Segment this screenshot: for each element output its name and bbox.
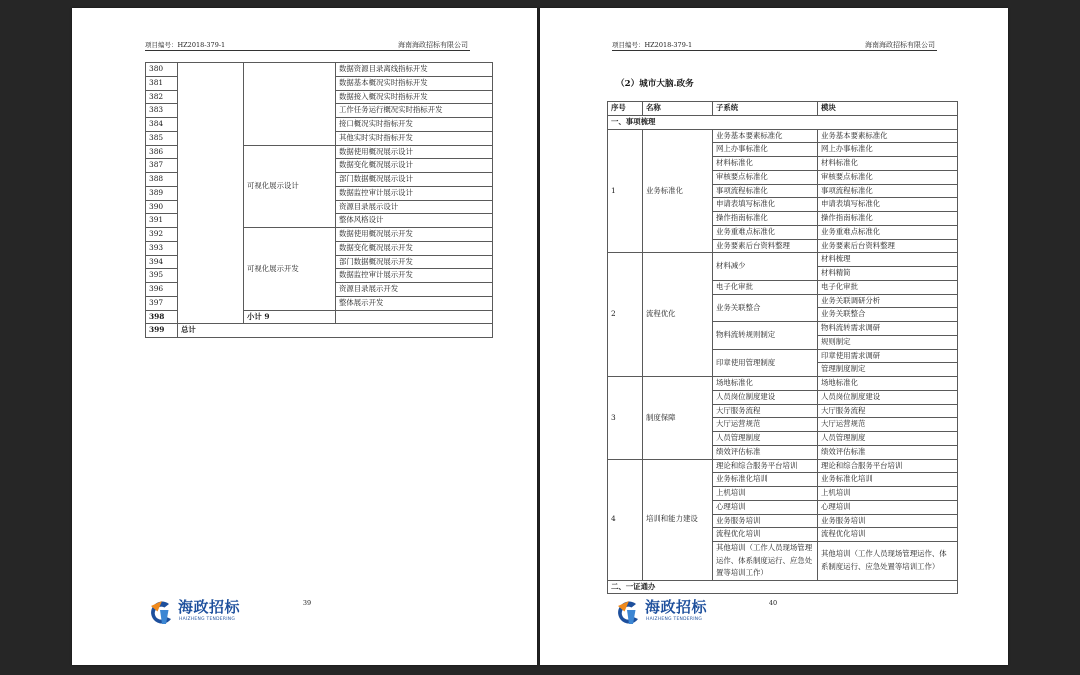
table-row (146, 63, 493, 77)
module-cell: 业务关联整合 (818, 308, 958, 322)
subsystem-cell: 上机培训 (713, 487, 818, 501)
module-cell: 印章使用需求调研 (818, 349, 958, 363)
subsystem-cell: 物料流转规则制定 (713, 322, 818, 350)
column-header: 名称 (643, 102, 713, 116)
logo-tagline: HAIZHENG TENDERING (179, 617, 236, 622)
module-cell: 场地标准化 (818, 377, 958, 391)
subsystem-cell: 业务标准化培训 (713, 473, 818, 487)
module-table-body (146, 63, 493, 338)
module-cell: 业务要素后台资料整理 (818, 239, 958, 253)
module-cell: 业务基本要素标准化 (818, 129, 958, 143)
company-name: 海南海政招标有限公司 (398, 41, 468, 49)
row-number: 387 (146, 159, 178, 173)
logo-emblem-icon (148, 599, 176, 627)
module-cell: 绩效评估标准 (818, 445, 958, 459)
module-cell: 上机培训 (818, 487, 958, 501)
subsystem-cell: 业务服务培训 (713, 514, 818, 528)
service-table-head (608, 102, 958, 116)
module-cell: 材料梳理 (818, 253, 958, 267)
row-number: 380 (146, 63, 178, 77)
group-name: 制度保障 (643, 377, 713, 460)
section-title: （2）城市大脑.政务 (616, 79, 694, 89)
section-heading-cell: 一、事项梳理 (608, 115, 958, 129)
subsystem-cell: 流程优化培训 (713, 528, 818, 542)
module-cell: 其他培训（工作人员现场管理运作、体系制度运行、应急处置等培训工作） (818, 542, 958, 581)
subsystem-cell: 审核要点标准化 (713, 170, 818, 184)
row-number: 391 (146, 214, 178, 228)
subsystem-cell: 操作指南标准化 (713, 212, 818, 226)
table-row (608, 129, 958, 143)
subsystem-cell: 其他培训（工作人员现场管理运作、体系制度运行、应急处置等培训工作） (713, 542, 818, 581)
module-cell: 材料标准化 (818, 157, 958, 171)
table-row (608, 459, 958, 473)
logo-name: 海政招标 (178, 598, 241, 616)
page-header (612, 41, 937, 51)
module-cell: 人员岗位制度建设 (818, 390, 958, 404)
subsystem-cell: 印章使用管理制度 (713, 349, 818, 377)
subsystem-cell: 电子化审批 (713, 280, 818, 294)
module-cell: 申请表填写标准化 (818, 198, 958, 212)
row-number: 386 (146, 145, 178, 159)
module-cell: 数据基本概况实时指标开发 (336, 76, 493, 90)
subsystem-cell: 材料减少 (713, 253, 818, 281)
module-cell: 整体风格设计 (336, 214, 493, 228)
module-cell: 整体展示开发 (336, 296, 493, 310)
module-cell: 资源目录展示开发 (336, 283, 493, 297)
service-table-body (608, 115, 958, 594)
subsystem-cell: 业务基本要素标准化 (713, 129, 818, 143)
module-cell: 管理制度制定 (818, 363, 958, 377)
module-cell: 部门数据概况展示开发 (336, 255, 493, 269)
module-cell: 数据变化概况展示设计 (336, 159, 493, 173)
group-name: 流程优化 (643, 253, 713, 377)
module-cell: 心理培训 (818, 500, 958, 514)
module-cell: 数据使用概况展示开发 (336, 228, 493, 242)
row-number: 388 (146, 173, 178, 187)
subsystem-cell (244, 63, 336, 146)
module-cell: 资源目录展示设计 (336, 200, 493, 214)
module-cell: 数据资源目录离线指标开发 (336, 63, 493, 77)
subsystem-cell: 大厅运营规范 (713, 418, 818, 432)
subsystem-cell: 理论和综合服务平台培训 (713, 459, 818, 473)
section-row (608, 115, 958, 129)
page-number: 39 (302, 599, 312, 607)
module-cell: 理论和综合服务平台培训 (818, 459, 958, 473)
subsystem-cell: 申请表填写标准化 (713, 198, 818, 212)
total-row (146, 324, 493, 338)
subsystem-cell: 网上办事标准化 (713, 143, 818, 157)
subsystem-cell: 人员管理制度 (713, 432, 818, 446)
module-cell: 工作任务运行概况实时指标开发 (336, 104, 493, 118)
subsystem-cell: 绩效评估标准 (713, 445, 818, 459)
row-number: 381 (146, 76, 178, 90)
company-logo (148, 598, 248, 630)
module-cell: 业务服务培训 (818, 514, 958, 528)
row-number: 382 (146, 90, 178, 104)
document-page-right (540, 8, 1008, 665)
subsystem-cell: 事项流程标准化 (713, 184, 818, 198)
group-number: 3 (608, 377, 643, 460)
subsystem-cell: 可视化展示开发 (244, 228, 336, 311)
row-number: 397 (146, 296, 178, 310)
section-row (608, 580, 958, 594)
logo-tagline: HAIZHENG TENDERING (646, 617, 703, 622)
module-cell: 事项流程标准化 (818, 184, 958, 198)
table-row (608, 253, 958, 267)
module-cell: 规则制定 (818, 335, 958, 349)
module-cell: 数据监控审计展示设计 (336, 186, 493, 200)
project-number: 项目编号：HZ2018-379-1 (612, 41, 693, 49)
module-cell: 网上办事标准化 (818, 143, 958, 157)
module-cell: 部门数据概况展示设计 (336, 173, 493, 187)
row-number: 398 (146, 310, 178, 324)
subsystem-cell: 场地标准化 (713, 377, 818, 391)
header-row (608, 102, 958, 116)
module-cell: 大厅服务流程 (818, 404, 958, 418)
section-heading-cell: 二、一证通办 (608, 580, 958, 594)
subsystem-cell: 业务重难点标准化 (713, 225, 818, 239)
logo-emblem-icon (615, 599, 643, 627)
module-cell: 流程优化培训 (818, 528, 958, 542)
subsystem-cell: 业务关联整合 (713, 294, 818, 322)
row-number: 392 (146, 228, 178, 242)
module-cell: 数据变化概况展示开发 (336, 241, 493, 255)
module-cell: 业务关联调研分析 (818, 294, 958, 308)
module-table (145, 62, 493, 338)
group-number: 1 (608, 129, 643, 253)
document-page-left (72, 8, 537, 665)
module-cell: 电子化审批 (818, 280, 958, 294)
module-cell: 大厅运营规范 (818, 418, 958, 432)
module-cell: 审核要点标准化 (818, 170, 958, 184)
module-cell: 数据监控审计展示开发 (336, 269, 493, 283)
subsystem-cell: 人员岗位制度建设 (713, 390, 818, 404)
group-number: 2 (608, 253, 643, 377)
subtotal-label: 小计 9 (244, 310, 336, 324)
project-number: 项目编号：HZ2018-379-1 (145, 41, 226, 49)
category-cell (178, 63, 244, 324)
subsystem-cell: 可视化展示设计 (244, 145, 336, 228)
row-number: 394 (146, 255, 178, 269)
total-label: 总计 (178, 324, 493, 338)
subsystem-cell: 材料标准化 (713, 157, 818, 171)
page-number: 40 (768, 599, 778, 607)
module-cell: 其他实时实时指标开发 (336, 131, 493, 145)
row-number: 385 (146, 131, 178, 145)
group-name: 培训和能力建设 (643, 459, 713, 580)
row-number: 389 (146, 186, 178, 200)
module-cell: 数据接入概况实时指标开发 (336, 90, 493, 104)
column-header: 序号 (608, 102, 643, 116)
row-number: 393 (146, 241, 178, 255)
service-table (607, 101, 958, 594)
group-number: 4 (608, 459, 643, 580)
row-number: 396 (146, 283, 178, 297)
row-number: 395 (146, 269, 178, 283)
module-cell: 业务重难点标准化 (818, 225, 958, 239)
module-cell: 材料精简 (818, 267, 958, 281)
group-name: 业务标准化 (643, 129, 713, 253)
row-number: 399 (146, 324, 178, 338)
subsystem-cell: 业务要素后台资料整理 (713, 239, 818, 253)
subsystem-cell: 心理培训 (713, 500, 818, 514)
row-number: 384 (146, 118, 178, 132)
module-cell: 接口概况实时指标开发 (336, 118, 493, 132)
subsystem-cell: 大厅服务流程 (713, 404, 818, 418)
module-cell (336, 310, 493, 324)
row-number: 383 (146, 104, 178, 118)
column-header: 模块 (818, 102, 958, 116)
row-number: 390 (146, 200, 178, 214)
table-row (608, 377, 958, 391)
company-logo (615, 598, 715, 630)
module-cell: 人员管理制度 (818, 432, 958, 446)
page-header (145, 41, 470, 51)
module-cell: 数据使用概况展示设计 (336, 145, 493, 159)
logo-name: 海政招标 (645, 598, 708, 616)
module-cell: 操作指南标准化 (818, 212, 958, 226)
module-cell: 物料流转需求调研 (818, 322, 958, 336)
company-name: 海南海政招标有限公司 (865, 41, 935, 49)
module-cell: 业务标准化培训 (818, 473, 958, 487)
column-header: 子系统 (713, 102, 818, 116)
